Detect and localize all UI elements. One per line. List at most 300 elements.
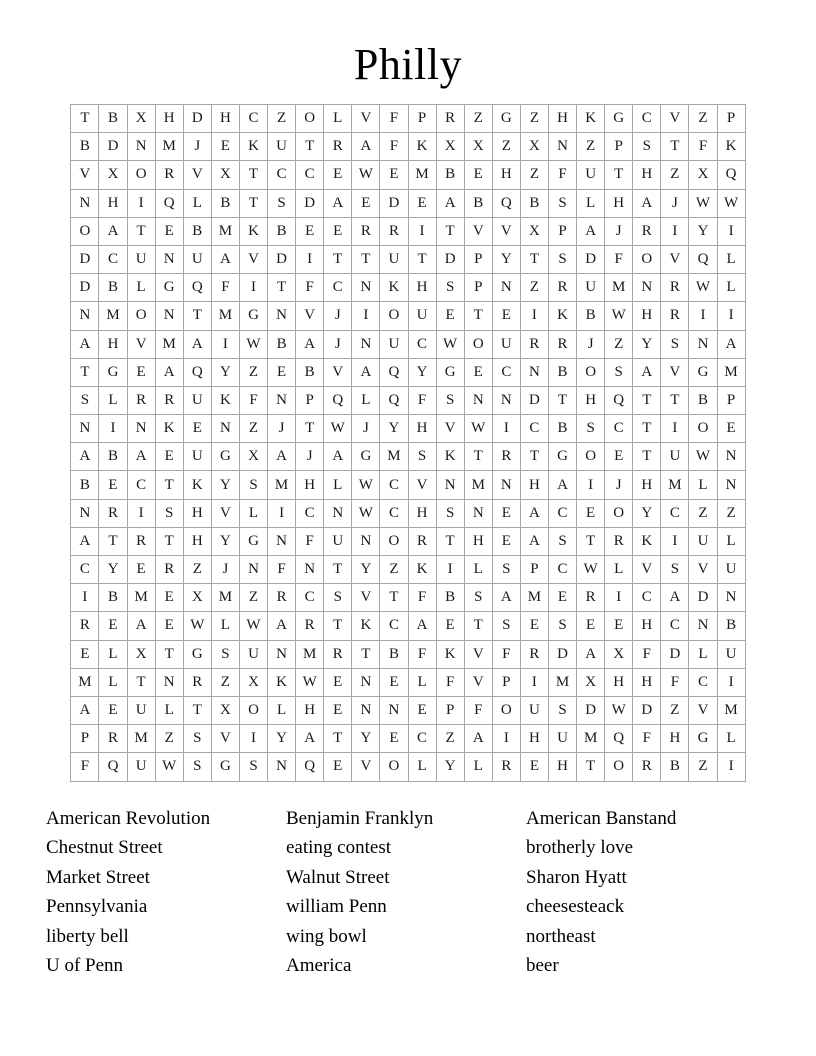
grid-cell[interactable]: S xyxy=(183,753,211,781)
grid-cell[interactable]: R xyxy=(492,443,520,471)
grid-cell[interactable]: N xyxy=(352,274,380,302)
grid-cell[interactable]: A xyxy=(717,330,745,358)
grid-cell[interactable]: X xyxy=(520,217,548,245)
grid-cell[interactable]: A xyxy=(183,330,211,358)
grid-cell[interactable]: J xyxy=(605,217,633,245)
grid-cell[interactable]: F xyxy=(633,725,661,753)
grid-cell[interactable]: T xyxy=(605,161,633,189)
grid-cell[interactable]: F xyxy=(239,386,267,414)
grid-cell[interactable]: U xyxy=(492,330,520,358)
grid-cell[interactable]: B xyxy=(71,133,99,161)
grid-cell[interactable]: O xyxy=(577,358,605,386)
grid-cell[interactable]: S xyxy=(661,556,689,584)
grid-cell[interactable]: V xyxy=(661,105,689,133)
grid-cell[interactable]: Q xyxy=(296,753,324,781)
grid-cell[interactable]: H xyxy=(408,415,436,443)
grid-cell[interactable]: K xyxy=(408,556,436,584)
grid-cell[interactable]: N xyxy=(155,245,183,273)
grid-cell[interactable]: H xyxy=(548,105,576,133)
grid-cell[interactable]: X xyxy=(689,161,717,189)
grid-cell[interactable]: Z xyxy=(689,753,717,781)
grid-cell[interactable]: E xyxy=(492,499,520,527)
grid-cell[interactable]: M xyxy=(661,471,689,499)
grid-cell[interactable]: X xyxy=(211,161,239,189)
grid-cell[interactable]: J xyxy=(577,330,605,358)
grid-cell[interactable]: S xyxy=(548,696,576,724)
grid-cell[interactable]: G xyxy=(239,527,267,555)
grid-cell[interactable]: N xyxy=(268,753,296,781)
grid-cell[interactable]: C xyxy=(268,161,296,189)
grid-cell[interactable]: S xyxy=(605,358,633,386)
grid-cell[interactable]: I xyxy=(408,217,436,245)
grid-cell[interactable]: K xyxy=(436,640,464,668)
grid-cell[interactable]: P xyxy=(717,105,745,133)
grid-cell[interactable]: R xyxy=(183,668,211,696)
grid-cell[interactable]: C xyxy=(324,274,352,302)
grid-cell[interactable]: S xyxy=(436,499,464,527)
grid-cell[interactable]: V xyxy=(211,725,239,753)
grid-cell[interactable]: T xyxy=(71,358,99,386)
grid-cell[interactable]: L xyxy=(464,556,492,584)
grid-cell[interactable]: M xyxy=(577,725,605,753)
grid-cell[interactable]: V xyxy=(71,161,99,189)
grid-cell[interactable]: H xyxy=(633,161,661,189)
grid-cell[interactable]: S xyxy=(71,386,99,414)
grid-cell[interactable]: P xyxy=(408,105,436,133)
grid-cell[interactable]: T xyxy=(324,556,352,584)
grid-cell[interactable]: P xyxy=(464,245,492,273)
grid-cell[interactable]: C xyxy=(239,105,267,133)
grid-cell[interactable]: V xyxy=(239,245,267,273)
grid-cell[interactable]: F xyxy=(689,133,717,161)
grid-cell[interactable]: N xyxy=(352,668,380,696)
grid-cell[interactable]: V xyxy=(633,556,661,584)
grid-cell[interactable]: A xyxy=(268,443,296,471)
grid-cell[interactable]: G xyxy=(239,302,267,330)
grid-cell[interactable]: G xyxy=(436,358,464,386)
word-list-item[interactable]: American Banstand xyxy=(526,807,677,829)
grid-cell[interactable]: N xyxy=(717,443,745,471)
grid-cell[interactable]: H xyxy=(99,330,127,358)
grid-cell[interactable]: J xyxy=(268,415,296,443)
grid-cell[interactable]: B xyxy=(717,612,745,640)
grid-cell[interactable]: I xyxy=(99,415,127,443)
grid-cell[interactable]: L xyxy=(717,274,745,302)
grid-cell[interactable]: T xyxy=(71,105,99,133)
grid-cell[interactable]: Z xyxy=(577,133,605,161)
grid-cell[interactable]: B xyxy=(99,584,127,612)
grid-cell[interactable]: Q xyxy=(605,386,633,414)
grid-cell[interactable]: R xyxy=(155,386,183,414)
grid-cell[interactable]: A xyxy=(548,471,576,499)
grid-cell[interactable]: P xyxy=(492,668,520,696)
grid-cell[interactable]: W xyxy=(717,189,745,217)
grid-cell[interactable]: I xyxy=(268,499,296,527)
grid-cell[interactable]: H xyxy=(464,527,492,555)
word-search-grid[interactable] xyxy=(70,104,745,782)
grid-cell[interactable]: L xyxy=(464,753,492,781)
grid-cell[interactable]: Z xyxy=(183,556,211,584)
grid-cell[interactable]: C xyxy=(689,668,717,696)
grid-cell[interactable]: T xyxy=(633,415,661,443)
grid-cell[interactable]: G xyxy=(183,640,211,668)
grid-cell[interactable]: A xyxy=(71,330,99,358)
grid-cell[interactable]: N xyxy=(717,584,745,612)
word-list-item[interactable]: Pennsylvania xyxy=(46,896,148,918)
grid-cell[interactable]: Z xyxy=(689,105,717,133)
grid-cell[interactable]: M xyxy=(155,330,183,358)
grid-cell[interactable]: T xyxy=(99,527,127,555)
grid-cell[interactable]: O xyxy=(127,302,155,330)
grid-cell[interactable]: E xyxy=(71,640,99,668)
grid-cell[interactable]: F xyxy=(661,668,689,696)
grid-cell[interactable]: E xyxy=(605,443,633,471)
grid-cell[interactable]: L xyxy=(324,471,352,499)
grid-cell[interactable]: W xyxy=(352,161,380,189)
grid-cell[interactable]: I xyxy=(661,527,689,555)
word-list-item[interactable]: Market Street xyxy=(46,866,150,888)
grid-cell[interactable]: T xyxy=(324,245,352,273)
grid-cell[interactable]: N xyxy=(689,330,717,358)
grid-cell[interactable]: R xyxy=(492,753,520,781)
grid-cell[interactable]: B xyxy=(268,217,296,245)
grid-cell[interactable]: B xyxy=(436,584,464,612)
grid-cell[interactable]: T xyxy=(155,471,183,499)
grid-cell[interactable]: V xyxy=(436,415,464,443)
grid-cell[interactable]: S xyxy=(492,556,520,584)
grid-cell[interactable]: A xyxy=(352,133,380,161)
grid-cell[interactable]: U xyxy=(717,640,745,668)
grid-cell[interactable]: E xyxy=(324,161,352,189)
grid-cell[interactable]: W xyxy=(239,330,267,358)
grid-cell[interactable]: D xyxy=(71,274,99,302)
grid-cell[interactable]: Y xyxy=(633,499,661,527)
grid-cell[interactable]: X xyxy=(127,640,155,668)
grid-cell[interactable]: C xyxy=(661,499,689,527)
grid-cell[interactable]: E xyxy=(577,499,605,527)
grid-cell[interactable]: Q xyxy=(605,725,633,753)
grid-cell[interactable]: V xyxy=(127,330,155,358)
grid-cell[interactable]: W xyxy=(183,612,211,640)
grid-cell[interactable]: K xyxy=(155,415,183,443)
grid-cell[interactable]: I xyxy=(352,302,380,330)
grid-cell[interactable]: N xyxy=(155,302,183,330)
grid-cell[interactable]: O xyxy=(605,753,633,781)
grid-cell[interactable]: F xyxy=(211,274,239,302)
grid-cell[interactable]: F xyxy=(408,584,436,612)
grid-cell[interactable]: C xyxy=(633,105,661,133)
grid-cell[interactable]: T xyxy=(127,668,155,696)
grid-cell[interactable]: T xyxy=(520,245,548,273)
grid-cell[interactable]: E xyxy=(492,302,520,330)
grid-cell[interactable]: M xyxy=(380,443,408,471)
grid-cell[interactable]: M xyxy=(717,358,745,386)
grid-cell[interactable]: H xyxy=(605,189,633,217)
word-list-item[interactable]: Sharon Hyatt xyxy=(526,866,627,888)
grid-cell[interactable]: C xyxy=(633,584,661,612)
grid-cell[interactable]: E xyxy=(520,612,548,640)
grid-cell[interactable]: F xyxy=(548,161,576,189)
grid-cell[interactable]: Q xyxy=(99,753,127,781)
grid-cell[interactable]: U xyxy=(548,725,576,753)
grid-cell[interactable]: R xyxy=(520,330,548,358)
grid-cell[interactable]: S xyxy=(548,245,576,273)
grid-cell[interactable]: L xyxy=(239,499,267,527)
grid-cell[interactable]: G xyxy=(211,753,239,781)
grid-cell[interactable]: U xyxy=(408,302,436,330)
grid-cell[interactable]: W xyxy=(605,302,633,330)
grid-cell[interactable]: K xyxy=(183,471,211,499)
grid-cell[interactable]: Z xyxy=(520,105,548,133)
grid-cell[interactable]: B xyxy=(577,302,605,330)
grid-cell[interactable]: C xyxy=(380,612,408,640)
grid-cell[interactable]: T xyxy=(661,386,689,414)
grid-cell[interactable]: I xyxy=(689,302,717,330)
grid-cell[interactable]: U xyxy=(183,443,211,471)
grid-cell[interactable]: Z xyxy=(605,330,633,358)
grid-cell[interactable]: R xyxy=(520,640,548,668)
grid-cell[interactable]: R xyxy=(380,217,408,245)
grid-cell[interactable]: V xyxy=(492,217,520,245)
word-list-item[interactable]: william Penn xyxy=(286,896,387,918)
grid-cell[interactable]: L xyxy=(717,725,745,753)
grid-cell[interactable]: F xyxy=(296,274,324,302)
grid-cell[interactable]: P xyxy=(548,217,576,245)
grid-cell[interactable]: K xyxy=(436,443,464,471)
grid-cell[interactable]: B xyxy=(689,386,717,414)
grid-cell[interactable]: C xyxy=(661,612,689,640)
grid-cell[interactable]: T xyxy=(352,245,380,273)
grid-cell[interactable]: N xyxy=(464,386,492,414)
grid-cell[interactable]: T xyxy=(239,189,267,217)
grid-cell[interactable]: T xyxy=(380,584,408,612)
grid-cell[interactable]: N xyxy=(352,330,380,358)
grid-cell[interactable]: C xyxy=(296,499,324,527)
grid-cell[interactable]: U xyxy=(127,245,155,273)
grid-cell[interactable]: V xyxy=(296,302,324,330)
grid-cell[interactable]: Z xyxy=(211,668,239,696)
grid-cell[interactable]: C xyxy=(296,584,324,612)
grid-cell[interactable]: Z xyxy=(520,274,548,302)
word-list-item[interactable]: eating contest xyxy=(286,837,391,859)
word-list-item[interactable]: cheesesteack xyxy=(526,896,625,918)
grid-cell[interactable]: T xyxy=(183,696,211,724)
grid-cell[interactable]: I xyxy=(717,668,745,696)
grid-cell[interactable]: U xyxy=(239,640,267,668)
grid-cell[interactable]: N xyxy=(268,386,296,414)
grid-cell[interactable]: B xyxy=(296,358,324,386)
grid-cell[interactable]: J xyxy=(324,302,352,330)
grid-cell[interactable]: X xyxy=(127,105,155,133)
grid-cell[interactable]: R xyxy=(633,217,661,245)
grid-cell[interactable]: U xyxy=(689,527,717,555)
grid-cell[interactable]: Q xyxy=(717,161,745,189)
grid-cell[interactable]: K xyxy=(548,302,576,330)
grid-cell[interactable]: U xyxy=(324,527,352,555)
grid-cell[interactable]: M xyxy=(211,217,239,245)
grid-cell[interactable]: E xyxy=(577,612,605,640)
grid-cell[interactable]: L xyxy=(324,105,352,133)
grid-cell[interactable]: H xyxy=(408,274,436,302)
grid-cell[interactable]: S xyxy=(268,189,296,217)
grid-cell[interactable]: Y xyxy=(492,245,520,273)
grid-cell[interactable]: C xyxy=(99,245,127,273)
grid-cell[interactable]: N xyxy=(520,358,548,386)
grid-cell[interactable]: B xyxy=(380,640,408,668)
grid-cell[interactable]: G xyxy=(689,725,717,753)
grid-cell[interactable]: T xyxy=(183,302,211,330)
grid-cell[interactable]: U xyxy=(183,386,211,414)
grid-cell[interactable]: B xyxy=(71,471,99,499)
grid-cell[interactable]: R xyxy=(605,527,633,555)
grid-cell[interactable]: Z xyxy=(661,696,689,724)
grid-cell[interactable]: C xyxy=(492,358,520,386)
grid-cell[interactable]: M xyxy=(408,161,436,189)
grid-cell[interactable]: L xyxy=(717,527,745,555)
grid-cell[interactable]: M xyxy=(127,584,155,612)
grid-cell[interactable]: K xyxy=(352,612,380,640)
grid-cell[interactable]: B xyxy=(211,189,239,217)
grid-cell[interactable]: I xyxy=(436,556,464,584)
grid-cell[interactable]: G xyxy=(211,443,239,471)
grid-cell[interactable]: K xyxy=(408,133,436,161)
grid-cell[interactable]: L xyxy=(268,696,296,724)
grid-cell[interactable]: S xyxy=(408,443,436,471)
grid-cell[interactable]: H xyxy=(183,499,211,527)
grid-cell[interactable]: E xyxy=(155,612,183,640)
grid-cell[interactable]: H xyxy=(633,471,661,499)
grid-cell[interactable]: S xyxy=(183,725,211,753)
grid-cell[interactable]: C xyxy=(408,725,436,753)
grid-cell[interactable]: R xyxy=(71,612,99,640)
grid-cell[interactable]: I xyxy=(520,302,548,330)
grid-cell[interactable]: Q xyxy=(689,245,717,273)
grid-cell[interactable]: A xyxy=(661,584,689,612)
grid-cell[interactable]: T xyxy=(548,386,576,414)
grid-cell[interactable]: T xyxy=(324,612,352,640)
grid-cell[interactable]: R xyxy=(127,386,155,414)
grid-cell[interactable]: V xyxy=(689,696,717,724)
grid-cell[interactable]: C xyxy=(380,471,408,499)
grid-cell[interactable]: Y xyxy=(380,415,408,443)
grid-cell[interactable]: D xyxy=(689,584,717,612)
grid-cell[interactable]: P xyxy=(520,556,548,584)
grid-cell[interactable]: W xyxy=(689,443,717,471)
grid-cell[interactable]: Y xyxy=(436,753,464,781)
grid-cell[interactable]: B xyxy=(548,415,576,443)
grid-cell[interactable]: E xyxy=(324,696,352,724)
grid-cell[interactable]: R xyxy=(577,584,605,612)
word-list-item[interactable]: Benjamin Franklyn xyxy=(286,807,434,829)
grid-cell[interactable]: X xyxy=(577,668,605,696)
grid-cell[interactable]: P xyxy=(464,274,492,302)
grid-cell[interactable]: M xyxy=(99,302,127,330)
grid-cell[interactable]: L xyxy=(352,386,380,414)
grid-cell[interactable]: I xyxy=(717,302,745,330)
grid-cell[interactable]: Z xyxy=(268,105,296,133)
grid-cell[interactable]: B xyxy=(183,217,211,245)
grid-cell[interactable]: X xyxy=(464,133,492,161)
grid-cell[interactable]: U xyxy=(268,133,296,161)
grid-cell[interactable]: R xyxy=(633,753,661,781)
grid-cell[interactable]: Q xyxy=(380,358,408,386)
grid-cell[interactable]: H xyxy=(296,696,324,724)
grid-cell[interactable]: O xyxy=(380,527,408,555)
grid-cell[interactable]: I xyxy=(127,499,155,527)
grid-cell[interactable]: T xyxy=(155,527,183,555)
grid-cell[interactable]: B xyxy=(464,189,492,217)
grid-cell[interactable]: D xyxy=(99,133,127,161)
grid-cell[interactable]: D xyxy=(577,245,605,273)
grid-cell[interactable]: L xyxy=(155,696,183,724)
grid-cell[interactable]: V xyxy=(352,584,380,612)
grid-cell[interactable]: F xyxy=(380,133,408,161)
grid-cell[interactable]: H xyxy=(661,725,689,753)
grid-cell[interactable]: B xyxy=(548,358,576,386)
grid-cell[interactable]: E xyxy=(211,133,239,161)
grid-cell[interactable]: U xyxy=(183,245,211,273)
grid-cell[interactable]: N xyxy=(717,471,745,499)
grid-cell[interactable]: L xyxy=(211,612,239,640)
grid-cell[interactable]: S xyxy=(436,274,464,302)
grid-cell[interactable]: B xyxy=(268,330,296,358)
grid-cell[interactable]: P xyxy=(296,386,324,414)
grid-cell[interactable]: U xyxy=(661,443,689,471)
grid-cell[interactable]: S xyxy=(324,584,352,612)
grid-cell[interactable]: A xyxy=(492,584,520,612)
grid-cell[interactable]: X xyxy=(605,640,633,668)
grid-cell[interactable]: F xyxy=(71,753,99,781)
grid-cell[interactable]: Z xyxy=(464,105,492,133)
grid-cell[interactable]: X xyxy=(211,696,239,724)
grid-cell[interactable]: F xyxy=(408,386,436,414)
grid-cell[interactable]: O xyxy=(127,161,155,189)
grid-cell[interactable]: B xyxy=(520,189,548,217)
grid-cell[interactable]: I xyxy=(127,189,155,217)
grid-cell[interactable]: T xyxy=(324,725,352,753)
grid-cell[interactable]: A xyxy=(577,640,605,668)
grid-cell[interactable]: Y xyxy=(211,527,239,555)
grid-cell[interactable]: C xyxy=(127,471,155,499)
grid-cell[interactable]: S xyxy=(464,584,492,612)
grid-cell[interactable]: A xyxy=(436,189,464,217)
grid-cell[interactable]: L xyxy=(689,640,717,668)
grid-cell[interactable]: N xyxy=(324,499,352,527)
grid-cell[interactable]: A xyxy=(268,612,296,640)
grid-cell[interactable]: L xyxy=(183,189,211,217)
grid-cell[interactable]: R xyxy=(155,161,183,189)
grid-cell[interactable]: Z xyxy=(155,725,183,753)
grid-cell[interactable]: S xyxy=(239,753,267,781)
grid-cell[interactable]: F xyxy=(408,640,436,668)
grid-cell[interactable]: V xyxy=(352,105,380,133)
grid-cell[interactable]: X xyxy=(239,443,267,471)
grid-cell[interactable]: A xyxy=(352,358,380,386)
grid-cell[interactable]: W xyxy=(155,753,183,781)
grid-cell[interactable]: N xyxy=(464,499,492,527)
grid-cell[interactable]: V xyxy=(408,471,436,499)
grid-cell[interactable]: L xyxy=(99,668,127,696)
grid-cell[interactable]: E xyxy=(408,696,436,724)
grid-cell[interactable]: T xyxy=(633,386,661,414)
grid-cell[interactable]: E xyxy=(324,217,352,245)
grid-cell[interactable]: E xyxy=(155,584,183,612)
grid-cell[interactable]: B xyxy=(99,274,127,302)
grid-cell[interactable]: S xyxy=(548,612,576,640)
grid-cell[interactable]: O xyxy=(577,443,605,471)
grid-cell[interactable]: P xyxy=(717,386,745,414)
grid-cell[interactable]: V xyxy=(689,556,717,584)
